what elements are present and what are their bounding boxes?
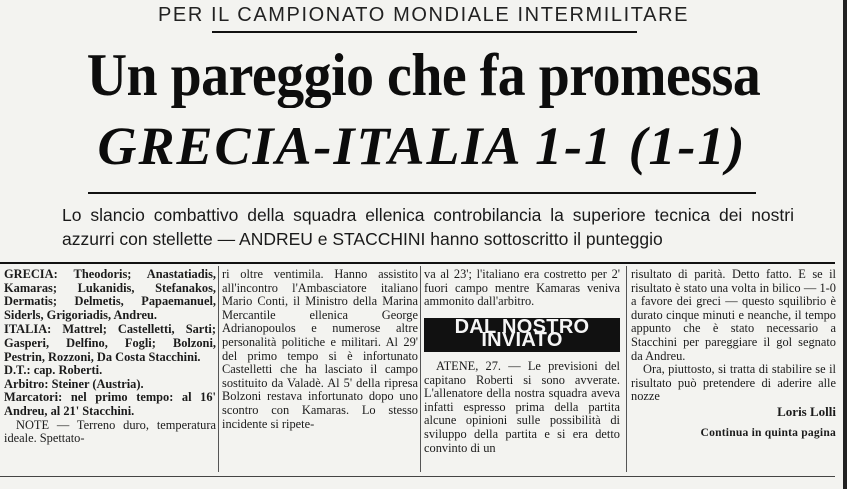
column-lineup (4, 268, 216, 446)
byline-banner: DAL NOSTRO INVIATO (424, 318, 620, 352)
column-four-text-2: Ora, piuttosto, si tratta di stabilire se il risultato può pretendere di aderire alle nozze (631, 362, 836, 404)
author-signature: Loris Lolli (777, 403, 836, 419)
column-divider (218, 266, 219, 472)
column-three-body: ATENE, 27. — Le previsioni del capitano Roberti si sono avverate. L'allenatore della nostra squadra aveva infatti espresso prima della partita alcune opinioni sulle possibilità di sviluppo della partita e si era detto convinto di un (424, 358, 620, 455)
headline: Un pareggio che fa promessa (86, 42, 761, 108)
lineup-dt: D.T.: cap. Roberti. (4, 363, 103, 378)
column-four (631, 268, 836, 439)
page-edge (843, 0, 847, 489)
continue-note: Continua in quinta pagina (700, 425, 836, 439)
column-three (424, 268, 620, 455)
lineup-note: NOTE — Terreno duro, temperatura ideale. Spettato- (4, 417, 216, 446)
kicker: PER IL CAMPIONATO MONDIALE INTERMILITARE (157, 4, 690, 26)
column-three-top: va al 23'; l'italiano era costretto per 2' fuori campo mentre Kamaras veniva ammonito dall'arbitro. (424, 267, 620, 309)
column-two (222, 268, 418, 431)
deck: Lo slancio combattivo della squadra ellenica controbilancia la superiore tecnica dei nostri azzurri con stellette — ANDREU e STACCHINI hanno sottoscritto il punteggio (62, 205, 794, 249)
column-four-text-1: risultato di parità. Detto fatto. E se il risultato è stato una volta in bilico — 1-0 a favore dei greci — questo squilibrio è durato cinque minuti e neanche, il tempo appunto che è stato necessario a Stacchini per pareggiare il gol segnato da Andreu. (631, 267, 836, 363)
subheadline: GRECIA-ITALIA 1-1 (1-1) (97, 116, 747, 176)
lineup-grecia: GRECIA: Theodoris; Anastatiadis, Kamaras; Lukanidis, Stefanakos, Dermatis; Delmetis, Papaemanuel, Siderls, Grigoriadis, Andreu. (4, 267, 216, 322)
deck-top-rule (88, 192, 756, 194)
bottom-rule (0, 476, 835, 477)
column-divider (626, 266, 627, 472)
lineup-italia: ITALIA: Mattrel; Castelletti, Sarti; Gasperi, Delfino, Fogli; Bolzoni, Pestrin, Rozzoni, Da Costa Stacchini. (4, 322, 216, 364)
kicker-underline (212, 31, 637, 33)
lineup-arbitro: Arbitro: Steiner (Austria). (4, 376, 144, 391)
lineup-marcatori: Marcatori: nel primo tempo: al 16' Andreu, al 21' Stacchini. (4, 390, 216, 418)
column-two-text: ri oltre ventimila. Hanno assistito all'incontro l'Ambasciatore italiano Mario Conti, il Ministro della Marina Mercantile ellenica George Adrianopoulos e numerose altre personalità politiche e militari. Al 29' del primo tempo si è infortunato Castelletti che ha lasciato il campo sostituito da Valadè. Al 5' della ripresa Bolzoni restava infortunato dopo uno scontro con Kamaras. Lo stesso incidente si ripete- (222, 267, 418, 431)
deck-bottom-rule (0, 262, 835, 264)
column-divider (420, 266, 421, 472)
